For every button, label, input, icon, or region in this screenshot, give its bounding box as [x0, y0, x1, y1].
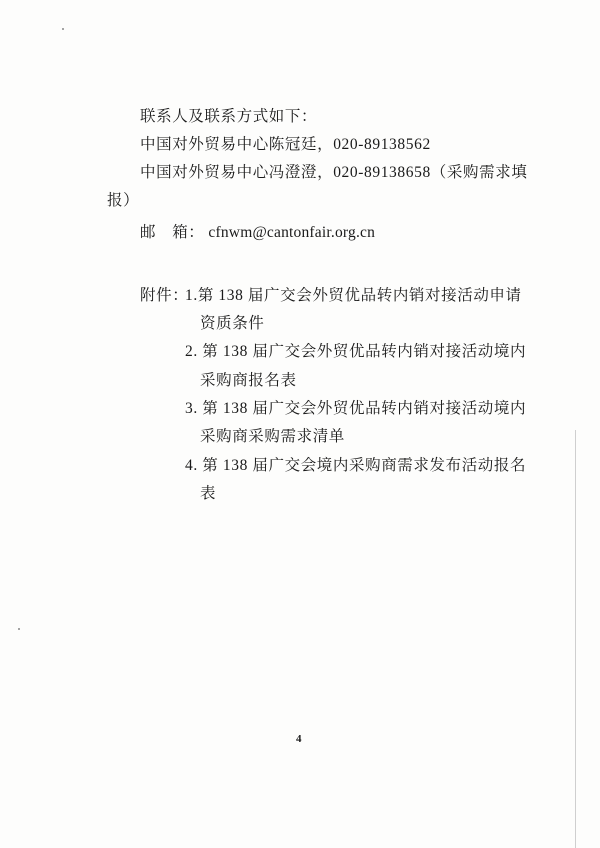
scan-speck	[62, 28, 64, 30]
attachment-item-4-line-2: 表	[200, 485, 217, 502]
attachment-item-3-line-1: 3. 第 138 届广交会外贸优品转内销对接活动境内	[185, 400, 527, 417]
attachment-item-1-line-1: 1.第 138 届广交会外贸优品转内销对接活动申请	[185, 287, 522, 304]
attachments-label: 附件：	[140, 287, 189, 304]
contact-heading: 联系人及联系方式如下：	[140, 108, 318, 125]
contact-line-2-continued: 报）	[107, 192, 140, 209]
attachment-item-3-line-2: 采购商采购需求清单	[200, 428, 345, 445]
attachment-item-2-line-2: 采购商报名表	[200, 372, 297, 389]
scan-speck	[18, 628, 20, 630]
email-address: cfnwm@cantonfair.org.cn	[208, 224, 376, 241]
attachment-item-1-line-2: 资质条件	[200, 315, 265, 332]
contact-line-1: 中国对外贸易中心陈冠廷，020-89138562	[140, 136, 431, 153]
page-number: 4	[296, 733, 302, 745]
attachment-item-4-line-1: 4. 第 138 届广交会境内采购商需求发布活动报名	[185, 457, 527, 474]
email-label: 邮 箱：	[140, 224, 205, 241]
attachment-item-2-line-1: 2. 第 138 届广交会外贸优品转内销对接活动境内	[185, 343, 527, 360]
scan-edge-line	[575, 430, 576, 848]
contact-line-2: 中国对外贸易中心冯澄澄，020-89138658（采购需求填	[140, 164, 528, 181]
email-line	[140, 224, 375, 242]
